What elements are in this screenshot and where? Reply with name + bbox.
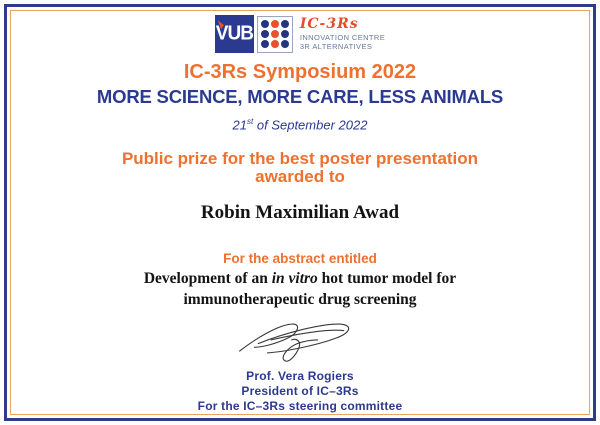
date-day: 21 [232,117,248,133]
event-date [233,117,368,132]
abstract-line2: immunotherapeutic drug screening [183,290,417,308]
symposium-title: IC-3Rs Symposium 2022 [183,61,417,84]
signatory-committee: For the IC–3Rs steering committee [197,398,403,413]
recipient-name: Robin Maximilian Awad [200,202,400,224]
ic3rs-dots-icon [257,16,293,53]
logo-row [215,15,385,53]
dot-icon [261,20,269,28]
dot-icon [281,40,289,48]
vub-logo-text: VUB [215,22,253,45]
prize-line2: awarded to [255,166,345,186]
abstract-line1-italic: in vitro [271,270,318,288]
ic3rs-logo-text [300,17,385,52]
abstract-line1 [144,269,456,289]
dot-icon [261,30,269,38]
signatory-role: President of IC–3Rs [241,383,359,398]
signature-image [225,312,375,368]
dot-icon [271,40,279,48]
dot-icon [281,20,289,28]
ic3rs-logo-line2: 3R ALTERNATIVES [299,42,373,52]
ic3rs-logo-name: IC-3Rs [299,15,359,32]
prize-line1: Public prize for the best poster presentation [121,148,479,168]
ic3rs-logo-line1: INNOVATION CENTRE [299,32,386,42]
dot-icon [261,40,269,48]
abstract-line1-post: hot tumor model for [317,270,457,288]
abstract-title [144,269,456,309]
date-rest: of September 2022 [253,117,368,133]
dot-icon [281,30,289,38]
signatory-name: Prof. Vera Rogiers [246,368,354,383]
date-suffix: st [247,117,254,127]
prize-statement [122,150,478,186]
dot-icon [271,30,279,38]
dot-icon [271,20,279,28]
vub-logo [215,15,254,53]
abstract-heading: For the abstract entitled [223,251,377,267]
abstract-line1-pre: Development of an [143,270,272,288]
signatory-block [198,368,403,413]
symposium-slogan: MORE SCIENCE, MORE CARE, LESS ANIMALS [96,86,504,108]
certificate-content [12,12,588,413]
